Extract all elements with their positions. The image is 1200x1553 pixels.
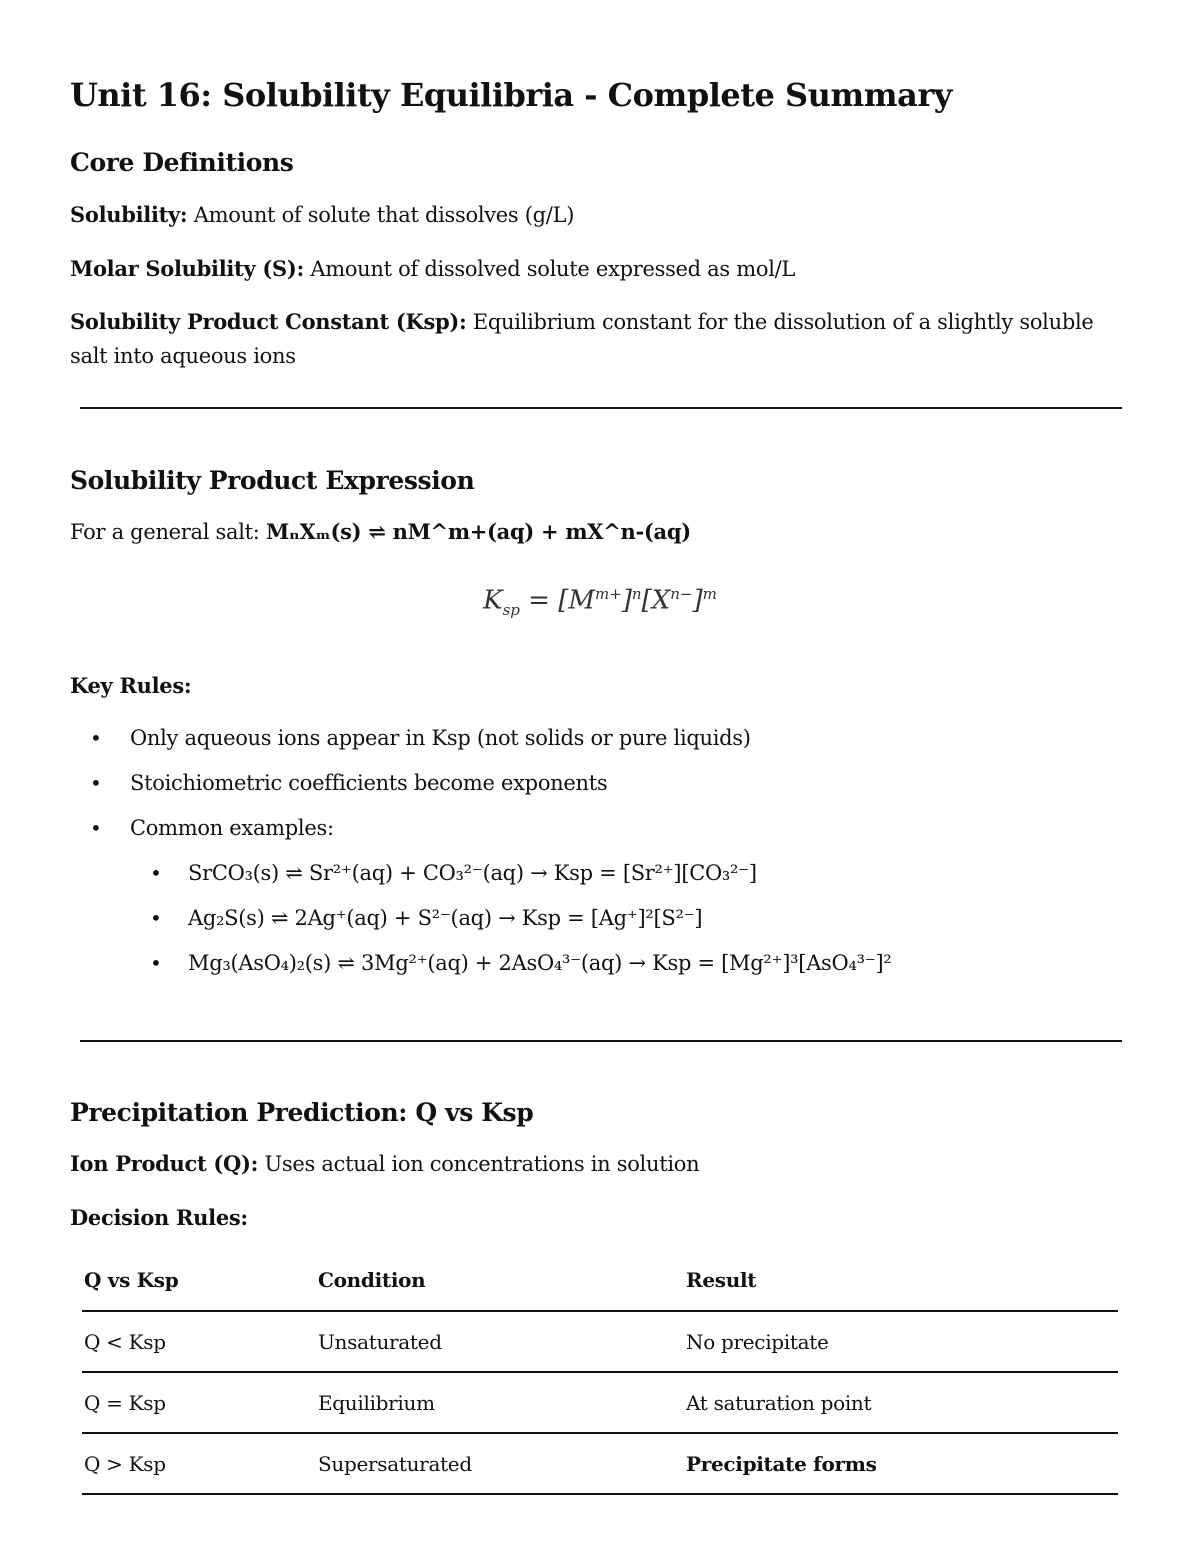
list-item: • Only aqueous ions appear in Ksp (not solids or pure liquids) [70,720,892,765]
molar-term: Molar Solubility (S): [70,256,304,281]
precipitation-heading: Precipitation Prediction: Q vs Ksp [70,1098,534,1127]
table-row [82,1433,1118,1494]
section-divider [80,407,1122,409]
expression-heading: Solubility Product Expression [70,466,475,495]
example-item: • Ag₂S(s) ⇌ 2Ag⁺(aq) + S²⁻(aq) → Ksp = [Ag⁺]²[S²⁻] [70,900,892,945]
table-cell: No precipitate [686,1329,829,1354]
table-cell: At saturation point [686,1390,872,1415]
table-row [82,1372,1118,1433]
list-item: • Common examples: [70,810,892,855]
decision-rules-text: Decision Rules: [70,1205,248,1230]
general-prefix: For a general salt: [70,520,260,544]
column-header: Result [686,1268,757,1292]
molar-solubility-definition [70,252,1130,286]
solubility-def-text: Amount of solute that dissolves (g/L) [193,203,575,227]
key-rules-list [70,720,892,990]
table-cell: Supersaturated [318,1451,472,1476]
general-salt-line [70,515,1130,549]
table-row [82,1311,1118,1372]
general-equation: MₙXₘ(s) ⇌ nM^m+(aq) + mX^n-(aq) [265,519,691,544]
table-cell: Precipitate forms [686,1451,877,1476]
decision-rules-label [70,1201,1130,1235]
ion-term: Ion Product (Q): [70,1151,259,1176]
q-vs-ksp-table [82,1250,1118,1495]
example-item: • Mg₃(AsO₄)₂(s) ⇌ 3Mg²⁺(aq) + 2AsO₄³⁻(aq) → Ksp = [Mg²⁺]³[AsO₄³⁻]² [70,945,892,990]
table-cell: Equilibrium [318,1390,435,1415]
column-header: Condition [318,1268,426,1292]
section-divider [80,1040,1122,1042]
ksp-formula: $K_{sp} = [M^{m+}]^n[X^{n-}]^m$ [483,585,717,619]
list-item: • Stoichiometric coefficients become exponents [70,765,892,810]
core-definitions-heading: Core Definitions [70,148,294,177]
example-item: • SrCO₃(s) ⇌ Sr²⁺(aq) + CO₃²⁻(aq) → Ksp = [Sr²⁺][CO₃²⁻] [70,855,892,900]
ion-def-text: Uses actual ion concentrations in solution [264,1152,700,1176]
page-title: Unit 16: Solubility Equilibria - Complete Summary [70,76,952,114]
key-rules-text: Key Rules: [70,673,192,698]
solubility-definition [70,198,1130,232]
table-header-row [82,1250,1118,1311]
solubility-term: Solubility: [70,202,188,227]
ion-product-definition [70,1147,1130,1181]
ksp-term: Solubility Product Constant (Ksp): [70,309,467,334]
molar-def-text: Amount of dissolved solute expressed as mol/L [310,257,796,281]
column-header: Q vs Ksp [84,1268,179,1292]
table-cell: Q < Ksp [84,1329,166,1354]
table-cell: Unsaturated [318,1329,442,1354]
table-cell: Q > Ksp [84,1451,166,1476]
ksp-def-text: Equilibrium constant for the dissolution of a slightly soluble salt into aqueous ions [70,310,1094,368]
ksp-definition [70,305,1130,373]
key-rules-label [70,669,1130,703]
table-cell: Q = Ksp [84,1390,166,1415]
